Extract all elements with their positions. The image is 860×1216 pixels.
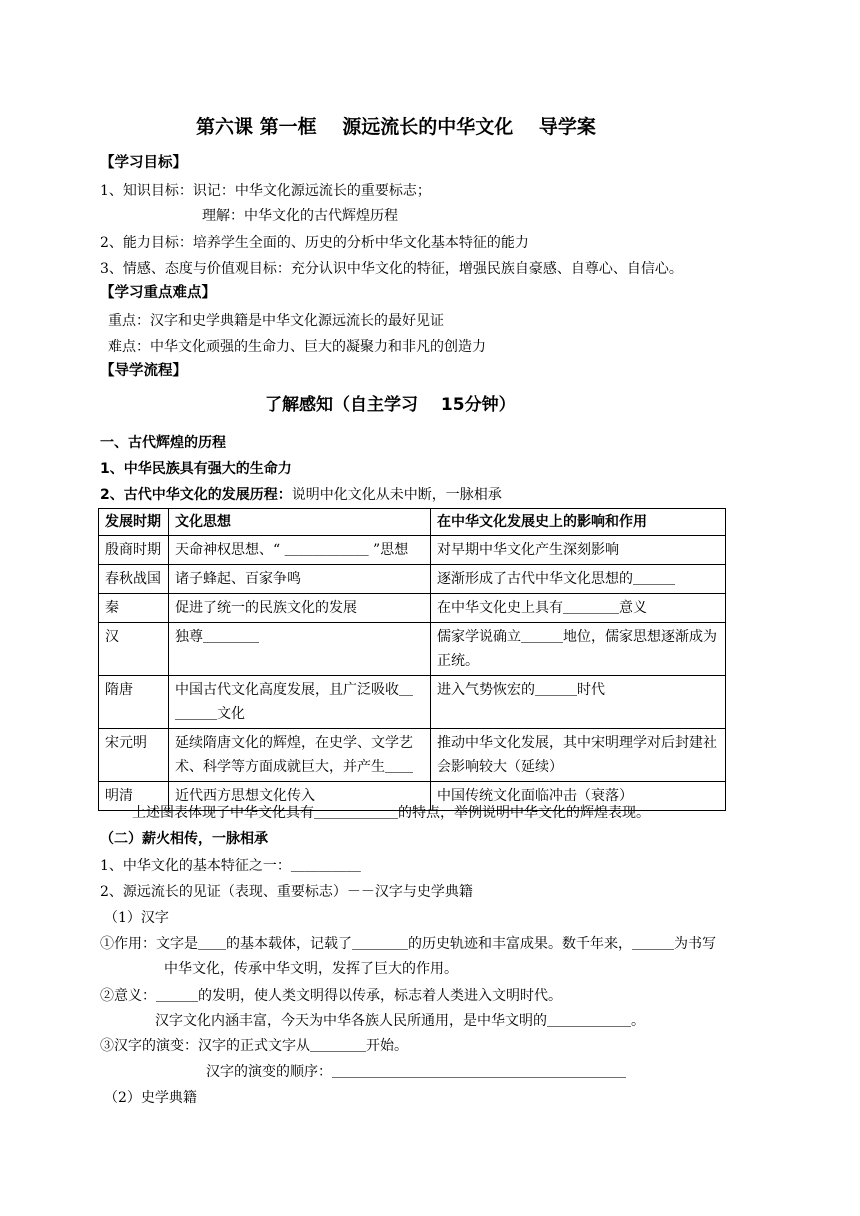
table-cell: 中国古代文化高度发展，且广泛吸收＿＿＿＿文化 [169,676,431,729]
section-1-item-2 [100,486,502,504]
table-header-cell: 发展时期 [99,509,169,536]
goal-emotion: 3、情感、态度与价值观目标：充分认识中华文化的特征，增强民族自豪感、自尊心、自信心。 [100,261,683,277]
table-cell: 天命神权思想、“ ＿＿＿＿＿＿ ”思想 [169,536,431,565]
table-cell: 延续隋唐文化的辉煌，在史学、文学艺术、科学等方面成就巨大，并产生＿＿ [169,729,431,782]
table-cell: 儒家学说确立＿＿＿地位，儒家思想逐渐成为正统。 [431,623,726,676]
table-cell: 殷商时期 [99,536,169,565]
hanzi-meaning-line-1: ②意义：＿＿＿的发明，使人类文明得以传承，标志着人类进入文明时代。 [100,988,562,1004]
table-row [99,594,726,623]
goal-knowledge-understand: 理解：中华文化的古代辉煌历程 [202,208,398,224]
table-cell: 中国传统文化面临冲击（衰落） [431,782,726,811]
table-cell: 推动中华文化发展，其中宋明理学对后封建社会影响较大（延续） [431,729,726,782]
hanzi-evolution-line-2: 汉字的演变的顺序：＿＿＿＿＿＿＿＿＿＿＿＿＿＿＿＿＿＿＿＿＿ [206,1064,626,1080]
table-cell: 隋唐 [99,676,169,729]
table-cell: 促进了统一的民族文化的发展 [169,594,431,623]
section-2-heading: （二）薪火相传，一脉相承 [100,831,268,847]
goal-knowledge: 1、知识目标：识记：中华文化源远流长的重要标志； [100,183,431,199]
hanzi-heading: （1）汉字 [104,910,169,926]
goals-heading: 【学习目标】 [100,155,187,171]
table-row [99,676,726,729]
history-books-heading: （2）史学典籍 [104,1090,197,1106]
table-row [99,729,726,782]
table-cell: 明清 [99,782,169,811]
hanzi-evolution-line-1: ③汉字的演变：汉字的正式文字从＿＿＿＿开始。 [100,1038,408,1054]
flow-heading: 【导学流程】 [100,363,187,379]
table-header-cell: 在中华文化发展史上的影响和作用 [431,509,726,536]
section-1-heading: 一、古代辉煌的历程 [100,435,226,451]
table-cell: 秦 [99,594,169,623]
section-1-item-2-label: 2、古代中华文化的发展历程： [100,487,292,503]
table-cell: 逐渐形成了古代中华文化思想的＿＿＿ [431,565,726,594]
page-title: 第六课 第一框 源远流长的中华文化 导学案 [196,116,596,138]
key-point: 重点：汉字和史学典籍是中华文化源远流长的最好见证 [108,313,444,329]
table-summary: 上述图表体现了中华文化具有＿＿＿＿＿＿的特点，举例说明中华文化的辉煌表现。 [132,805,650,821]
section-2-item-2: 2、源远流长的见证（表现、重要标志）－－汉字与史学典籍 [100,884,473,900]
development-table [98,508,726,811]
hanzi-meaning-line-2: 汉字文化内涵丰富，今天为中华各族人民所通用，是中华文明的＿＿＿＿＿＿。 [155,1013,645,1029]
table-header-row [99,509,726,536]
hanzi-effect-line-1: ①作用：文字是＿＿的基本载体，记载了＿＿＿＿的历史轨迹和丰富成果。数千年来，＿＿＿为书写 [100,936,716,952]
difficult-point: 难点：中华文化顽强的生命力、巨大的凝聚力和非凡的创造力 [108,339,486,355]
table-cell: 汉 [99,623,169,676]
section-subtitle: 了解感知（自主学习 15分钟） [265,395,516,415]
table-cell: 近代西方思想文化传入 [169,782,431,811]
table-row [99,565,726,594]
section-1-item-2-text: 说明中化文化从未中断，一脉相承 [291,487,502,503]
table-cell: 进入气势恢宏的＿＿＿时代 [431,676,726,729]
table-header-cell: 文化思想 [169,509,431,536]
table-cell: 独尊＿＿＿＿ [169,623,431,676]
table-row [99,623,726,676]
table-cell: 宋元明 [99,729,169,782]
hanzi-effect-line-2: 中华文化，传承中华文明，发挥了巨大的作用。 [164,961,458,977]
table-cell: 诸子蜂起、百家争鸣 [169,565,431,594]
table-cell: 春秋战国 [99,565,169,594]
table-row [99,536,726,565]
key-heading: 【学习重点难点】 [100,285,216,301]
table-cell: 在中华文化史上具有＿＿＿＿意义 [431,594,726,623]
section-1-item-1: 1、中华民族具有强大的生命力 [100,461,292,477]
table-cell: 对早期中华文化产生深刻影响 [431,536,726,565]
section-2-item-1: 1、中华文化的基本特征之一：＿＿＿＿＿ [100,858,361,874]
goal-ability: 2、能力目标：培养学生全面的、历史的分析中华文化基本特征的能力 [100,235,529,251]
